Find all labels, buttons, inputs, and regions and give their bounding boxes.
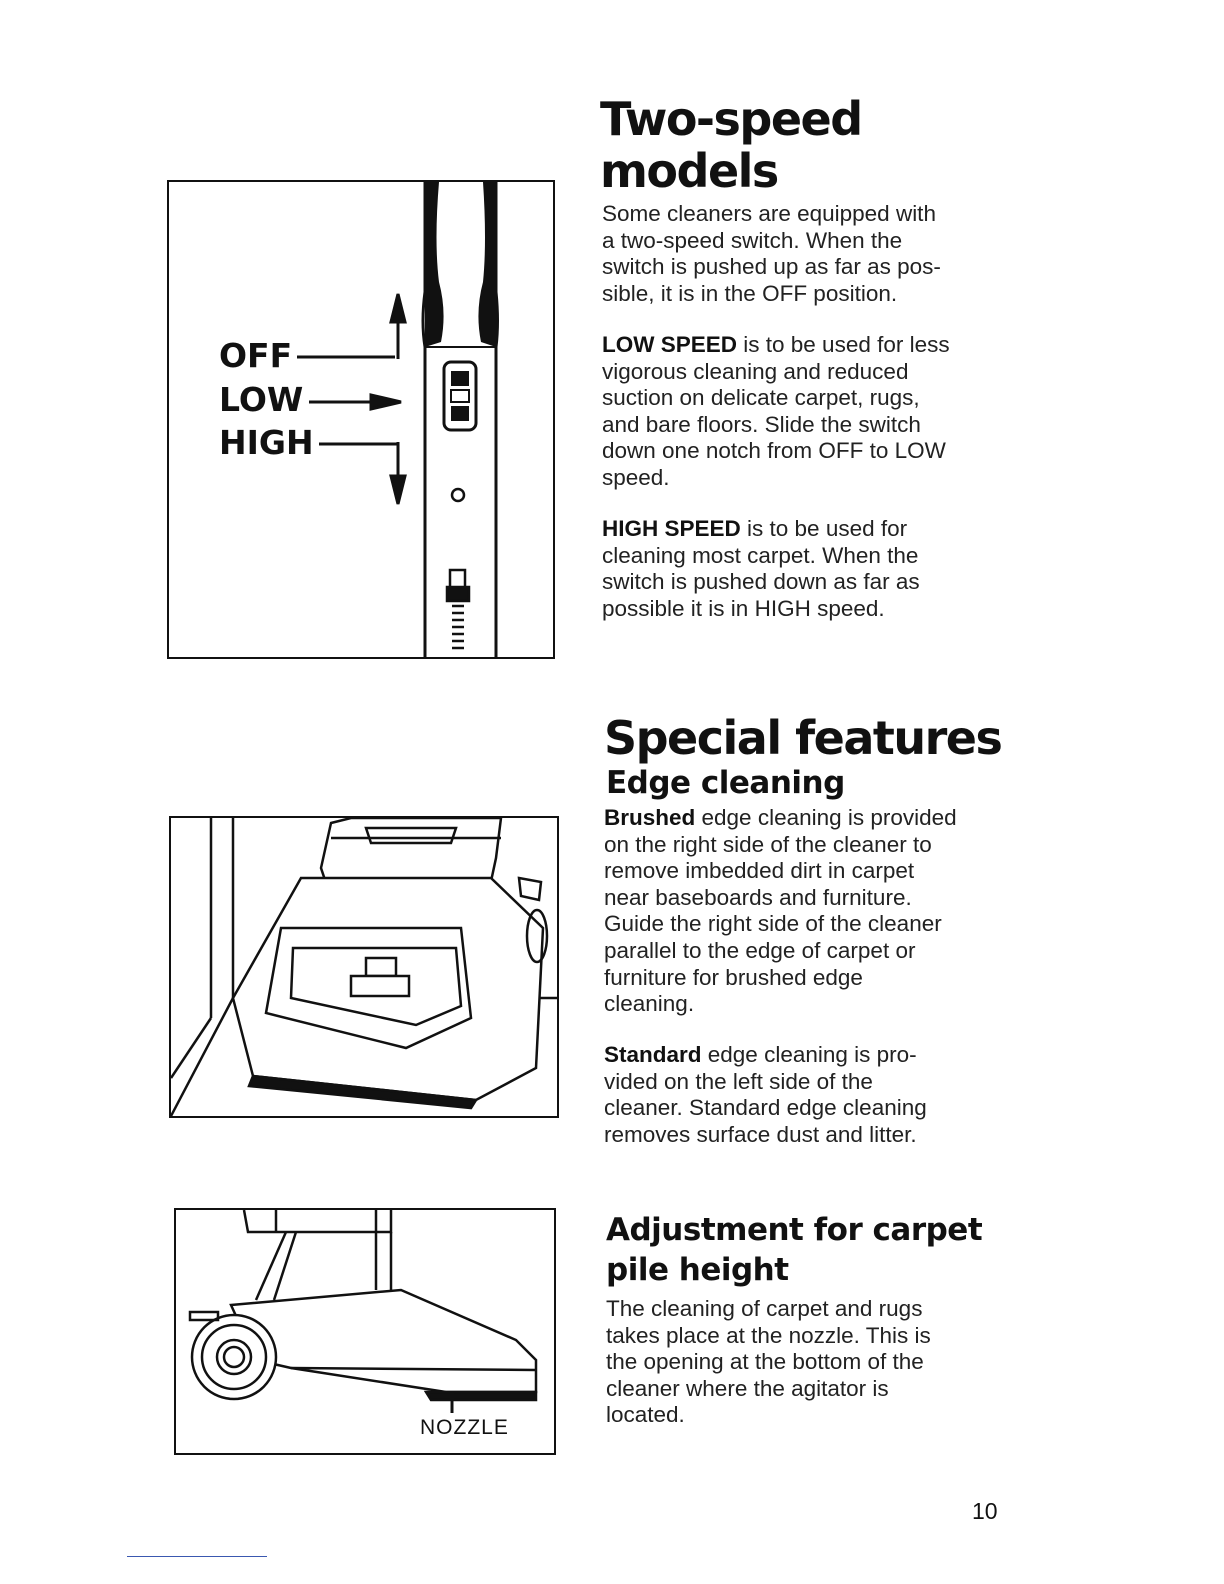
off-arrow-icon	[297, 294, 405, 359]
brushed-lead: Brushed	[604, 805, 696, 830]
page-number: 10	[972, 1498, 998, 1524]
adjustment-paragraph: The cleaning of carpet and rugs takes place at the nozzle. This is the opening at the bottom of the cleaner where the agitator is located.	[606, 1296, 931, 1428]
edge-cleaning-illustration	[169, 816, 559, 1118]
two-speed-title-line1: Two-speed	[600, 92, 862, 146]
low-speed-paragraph: LOW SPEED is to be used for less vigorous cleaning and reduced suction on delicate carpet, rugs, and bare floors. Slide the switch down one notch from OFF to LOW speed.	[602, 332, 950, 490]
off-label: OFF	[219, 336, 293, 375]
edge-cleaning-title: Edge cleaning	[606, 765, 845, 801]
two-speed-intro: Some cleaners are equipped with a two-speed switch. When the switch is pushed up as far as pos- sible, it is in the OFF position.	[602, 201, 941, 306]
two-speed-title-line2: models	[600, 144, 778, 198]
switch-illustration	[167, 180, 555, 659]
nozzle-label: NOZZLE	[420, 1416, 509, 1439]
low-label: LOW	[219, 380, 304, 419]
brushed-edge-paragraph: Brushed edge cleaning is provided on the right side of the cleaner to remove imbedded dirt in carpet near baseboards and furniture. Guide the right side of the cleaner parallel to the edge of carpet or furniture for brushed edge cleaning.	[604, 805, 957, 1017]
cord-hook-icon	[447, 570, 469, 648]
high-speed-lead: HIGH SPEED	[602, 516, 741, 541]
vacuum-handle-drawing	[169, 182, 553, 657]
standard-edge-paragraph: Standard edge cleaning is pro- vided on the left side of the cleaner. Standard edge cleaning removes surface dust and litter.	[604, 1042, 927, 1147]
adjustment-title-line1: Adjustment for carpet	[606, 1212, 983, 1248]
high-label: HIGH	[219, 423, 314, 462]
adjustment-title-line2: pile height	[606, 1252, 789, 1288]
speed-switch-icon	[444, 362, 476, 430]
high-speed-paragraph: HIGH SPEED is to be used for cleaning most carpet. When the switch is pushed down as far as possible it is in HIGH speed.	[602, 516, 920, 621]
low-arrow-icon	[309, 395, 401, 409]
low-speed-lead: LOW SPEED	[602, 332, 738, 357]
high-arrow-icon	[319, 442, 405, 504]
nozzle-illustration	[174, 1208, 556, 1455]
footer-rule	[127, 1556, 267, 1557]
screw-icon	[452, 489, 464, 501]
special-features-title: Special features	[604, 711, 1002, 765]
cleaner-at-baseboard-drawing	[171, 818, 557, 1116]
standard-lead: Standard	[604, 1042, 702, 1067]
